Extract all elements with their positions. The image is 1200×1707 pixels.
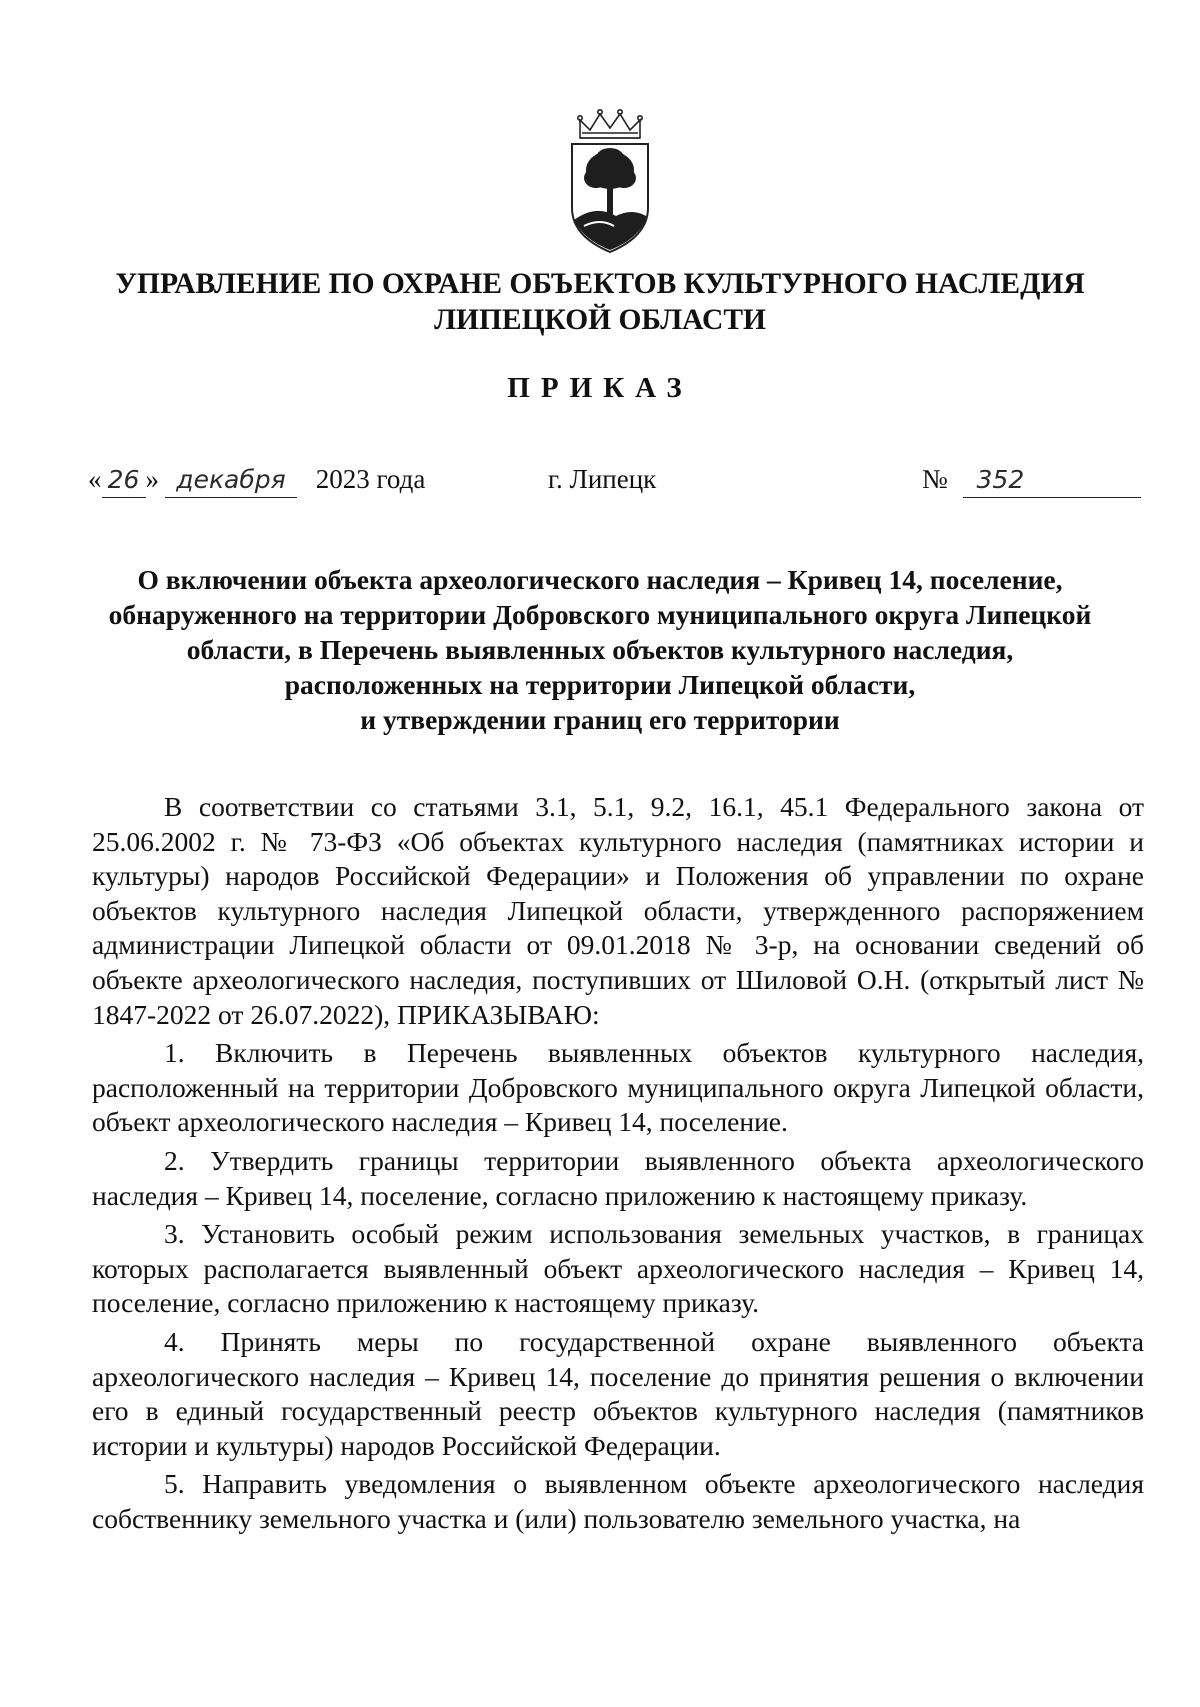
subject-line: и утверждении границ его территории: [360, 704, 840, 735]
order-body: [92, 790, 1144, 1536]
order-date: [88, 462, 425, 498]
order-item-3: 3. Установить особый режим использования земельных участков, в границах которых располагается выявленный объект археологического наследия – Кривец 14, поселение, согласно приложению к настоящему приказу.: [92, 1218, 1144, 1319]
subject-line: О включении объекта археологического наследия – Кривец 14, поселение,: [137, 564, 1063, 595]
order-item-2: 2. Утвердить границы территории выявленного объекта археологического наследия – Кривец 14, поселение, согласно приложению к настоящему приказу.: [92, 1144, 1144, 1211]
quote-open: «: [88, 464, 102, 494]
number-label: №: [922, 464, 948, 494]
lipetsk-coat-of-arms-icon: [566, 108, 654, 256]
organization-name: [0, 266, 1200, 338]
organization-name-line2: ЛИПЕЦКОЙ ОБЛАСТИ: [434, 304, 766, 336]
subject-line: обнаруженного на территории Добровского муниципального округа Липецкой: [108, 599, 1092, 630]
order-item-5: 5. Направить уведомления о выявленном объекте археологического наследия собственнику земельного участка и (или) пользователю земельного участка, на: [92, 1468, 1144, 1534]
order-number: [922, 462, 1141, 498]
order-subject: [90, 562, 1110, 737]
quote-close: »: [145, 464, 159, 494]
order-item-4: 4. Принять меры по государственной охране выявленного объекта археологического наследия – Кривец 14, поселение до принятия решения о включении его в единый государственный реестр объектов культурного наследия (памятников истории и культуры) народов Российской Федерации.: [92, 1325, 1144, 1461]
date-month: декабря: [165, 463, 297, 498]
organization-name-line1: УПРАВЛЕНИЕ ПО ОХРАНЕ ОБЪЕКТОВ КУЛЬТУРНОГО НАСЛЕДИЯ: [115, 268, 1085, 300]
order-item-1: 1. Включить в Перечень выявленных объектов культурного наследия, расположенный на территории Добровского муниципального округа Липецкой области, объект археологического наследия – Кривец 14, поселение.: [92, 1037, 1144, 1138]
subject-line: области, в Перечень выявленных объектов культурного наследия,: [186, 634, 1014, 665]
subject-line: расположенных на территории Липецкой области,: [284, 669, 916, 700]
document-type-title: ПРИКАЗ: [507, 372, 693, 404]
number-value: 352: [963, 463, 1141, 498]
date-year: 2023 года: [315, 464, 426, 494]
date-day: 26: [102, 463, 146, 498]
preamble-paragraph: В соответствии со статьями 3.1, 5.1, 9.2, 16.1, 45.1 Федерального закона от 25.06.2002 г. № 73-ФЗ «Об объектах культурного наследия (памятниках истории и культуры) народов Российской Федерации» и Положения об управлении по охране объектов культурного наследия Липецкой области, утвержденного распоряжением администрации Липецкой области от 09.01.2018 № 3-р, на основании сведений об объекте археологического наследия, поступивших от Шиловой О.Н. (открытый лист № 1847-2022 от 26.07.2022), ПРИКАЗЫВАЮ:: [92, 791, 1144, 1030]
order-city: г. Липецк: [548, 464, 657, 494]
